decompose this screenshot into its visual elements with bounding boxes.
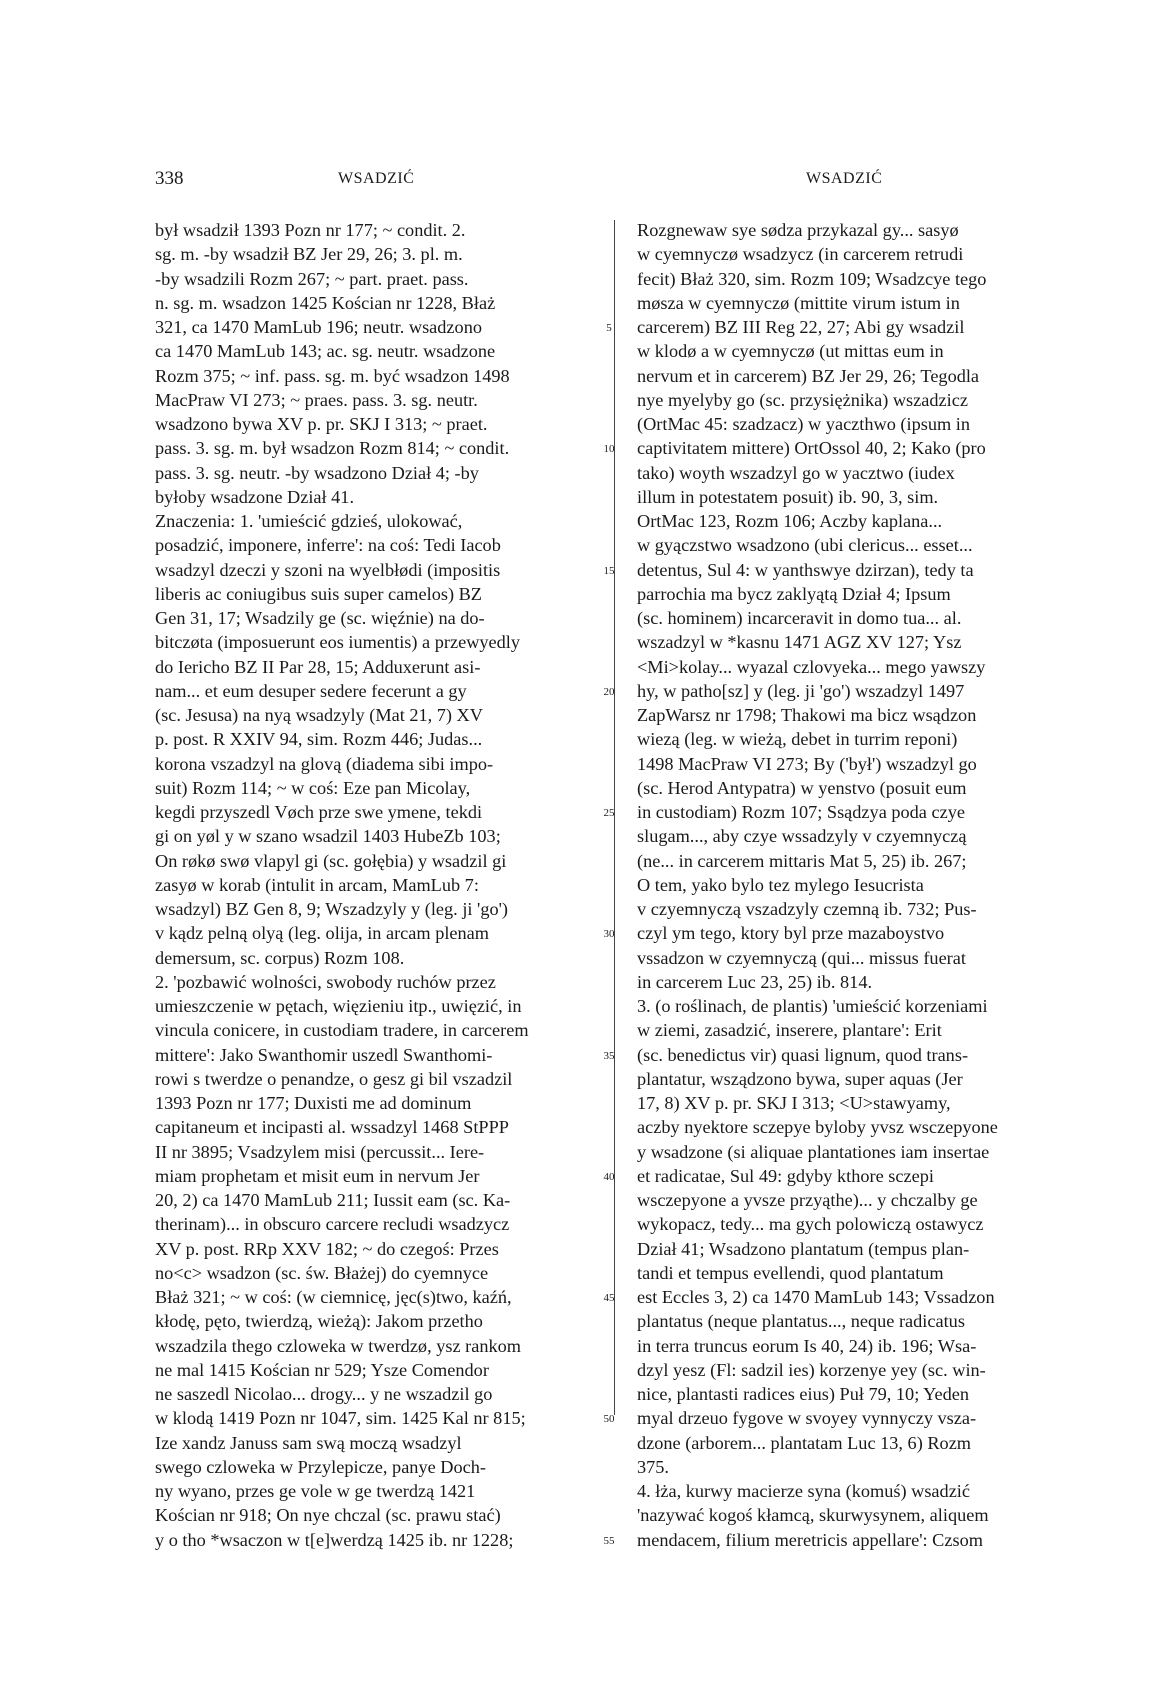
text-line: Ize xandz Januss sam swą moczą wsadzyl [155,1432,462,1453]
text-line: slugam..., aby czye wssadzyly v czyemnyczą [637,826,967,847]
text-line: <Mi>kolay... wyazal czlovyeka... mego yawszy [637,656,986,677]
text-line: nice, plantasti radices eius) Puł 79, 10; Yeden [637,1384,970,1404]
text-line: est Eccles 3, 2) ca 1470 MamLub 143; Vssadzon [637,1287,995,1307]
text-line: rowi s twerdze o penandze, o gesz gi bil vszadzil [155,1068,513,1089]
text-line: mittere': Jako Swanthomir uszedl Swanthomi- [155,1044,493,1065]
text-line: ne mal 1415 Kościan nr 529; Ysze Comendor [155,1359,489,1380]
text-line: w klodø a w cyemnyczø (ut mittas eum in [637,341,944,362]
line-number: 35 [603,1049,615,1062]
text-line: w gyączstwo wsadzono (ubi clericus... esset... [637,535,973,556]
text-line: Znaczenia: 1. 'umieścić gdzieś, ulokować, [155,511,463,531]
right-text-column [637,218,1092,1552]
text-line: swego czloweka w Przylepicze, panye Doch- [155,1456,486,1477]
text-line: (sc. hominem) incarceravit in domo tua... al. [637,608,962,628]
line-number: 45 [603,1292,615,1304]
text-line: illum in potestatem posuit) ib. 90, 3, sim. [637,486,939,507]
text-line: v czyemnyczą vszadzyly czemną ib. 732; Pus- [637,899,977,919]
line-number: 20 [603,685,615,698]
text-line: OrtMac 123, Rozm 106; Aczby kaplana... [637,511,943,531]
text-line: posadzić, imponere, inferre': na coś: Tedi Iacob [155,535,501,556]
text-line: plantatus (neque plantatus..., neque radicatus [637,1311,965,1332]
text-line: suit) Rozm 114; ~ w coś: Eze pan Micolay, [155,777,471,798]
text-line: nye myelyby go (sc. przysiężnika) wszadzicz [637,389,968,410]
running-head-right: WSADZIĆ [806,170,883,187]
text-line: (sc. Jesusa) na nyą wsadzyly (Mat 21, 7) XV [155,705,483,725]
text-line: pass. 3. sg. neutr. -by wsadzono Dział 4; -by [155,462,479,483]
text-line: y o tho *wsaczon w t[e]werdzą 1425 ib. nr 1228; [155,1529,514,1550]
text-line: møsza w cyemnyczø (mittite virum istum in [637,292,960,313]
text-line: miam prophetam et misit eum in nervum Jer [155,1165,480,1186]
text-line: p. post. R XXIV 94, sim. Rozm 446; Judas... [155,729,483,750]
text-line: liberis ac coniugibus suis super camelos) BZ [155,583,482,604]
text-line: vincula conicere, in custodiam tradere, in carcerem [155,1020,529,1041]
text-line: kegdi przyszedl Vøch prze swe ymene, tekdi [155,802,483,822]
text-line: Gen 31, 17; Wsadzily ge (sc. więźnie) na do- [155,608,485,628]
text-line: fecit) Błaż 320, sim. Rozm 109; Wsadzcye tego [637,268,987,289]
text-line: ZapWarsz nr 1798; Thakowi ma bicz wsądzon [637,705,977,725]
text-line: Rozm 375; ~ inf. pass. sg. m. być wsadzon 1498 [155,365,510,386]
text-line: dzone (arborem... plantatam Luc 13, 6) Rozm [637,1432,972,1453]
text-line: był wsadził 1393 Pozn nr 177; ~ condit. 2. [155,220,466,240]
text-line: Błaż 321; ~ w coś: (w ciemnicę, jęc(s)two, kaźń, [155,1287,512,1307]
running-head-left: WSADZIĆ [338,170,415,187]
text-line: Rozgnewaw sye sødza przykazal gy... sasyø [637,220,959,240]
text-line: -by wsadzili Rozm 267; ~ part. praet. pass. [155,268,469,289]
text-line: (sc. benedictus vir) quasi lignum, quod trans- [637,1044,969,1065]
text-line: ca 1470 MamLub 143; ac. sg. neutr. wsadzone [155,341,496,362]
text-line: ne saszedl Nicolao... drogy... y ne wszadzil go [155,1384,493,1404]
text-line: nam... et eum desuper sedere fecerunt a gy [155,680,467,701]
text-line: hy, w patho[sz] y (leg. ji 'go') wszadzyl 1497 [637,680,965,701]
text-line: n. sg. m. wsadzon 1425 Kościan nr 1228, Błaż [155,292,496,313]
text-line: On røkø swø vlapyl gi (sc. gołębia) y wsadzil gi [155,850,507,871]
text-line: (OrtMac 45: szadzacz) w yaczthwo (ipsum in [637,414,970,434]
text-line: carcerem) BZ III Reg 22, 27; Abi gy wsadzil [637,317,965,337]
text-line: w ziemi, zasadzić, inserere, plantare': Erit [637,1020,942,1041]
text-line: Kościan nr 918; On nye chczal (sc. prawu stać) [155,1505,501,1526]
text-line: wsczepyone a yvsze przyąthe)... y chczalby ge [637,1190,978,1210]
text-line: wszadzyl w *kasnu 1471 AGZ XV 127; Ysz [637,632,962,653]
text-line: umieszczenie w pętach, więzieniu itp., uwięzić, in [155,996,522,1016]
text-line: in terra truncus eorum Is 40, 24) ib. 196; Wsa- [637,1335,977,1356]
text-line: 3. (o roślinach, de plantis) 'umieścić korzeniami [637,996,988,1016]
line-number: 40 [603,1170,615,1183]
text-line: O tem, yako bylo tez mylego Iesucrista [637,874,924,895]
text-line: et radicatae, Sul 49: gdyby kthore sczepi [637,1165,934,1186]
page-number: 338 [155,168,184,189]
text-line: (sc. Herod Antypatra) w yenstvo (posuit eum [637,777,967,798]
text-line: kłodę, pęto, twierdzą, wieżą): Jakom przetho [155,1311,483,1332]
line-number: 5 [606,322,612,334]
text-line: 375. [637,1456,669,1477]
text-line: wykopacz, tedy... ma gych polowiczą ostawycz [637,1214,984,1235]
text-line: 4. łża, kurwy macierze syna (komuś) wsadzić [637,1481,970,1501]
text-line: captivitatem mittere) OrtOssol 40, 2; Kako (pro [637,438,986,459]
line-number: 15 [603,564,615,577]
text-line: pass. 3. sg. m. był wsadzon Rozm 814; ~ condit. [155,438,510,459]
text-line: w cyemnyczø wsadzycz (in carcerem retrudi [637,244,964,265]
text-line: tako) woyth wszadzyl go w yacztwo (iudex [637,462,955,483]
text-line: XV p. post. RRp XXV 182; ~ do czegoś: Przes [155,1238,499,1259]
text-line: 20, 2) ca 1470 MamLub 211; Iussit eam (sc. Ka- [155,1190,511,1210]
line-number: 55 [603,1534,615,1547]
text-line: dzyl yesz (Fl: sadzil ies) korzenye yey (sc. win- [637,1359,986,1380]
text-line: nervum et in carcerem) BZ Jer 29, 26; Tegodla [637,365,980,386]
text-line: byłoby wsadzone Dział 41. [155,486,355,507]
text-line: wsadzyl) BZ Gen 8, 9; Wszadzyly y (leg. ji 'go') [155,899,509,919]
text-line: detentus, Sul 4: w yanthswye dzirzan), tedy ta [637,559,974,580]
text-line: no<c> wsadzon (sc. św. Błażej) do cyemnyce [155,1262,489,1283]
text-line: plantatur, wsządzono bywa, super aquas (Jer [637,1068,963,1089]
text-line: w klodą 1419 Pozn nr 1047, sim. 1425 Kal nr 815; [155,1408,526,1429]
text-line: 1498 MacPraw VI 273; By ('był') wszadzyl go [637,753,977,774]
text-line: do Iericho BZ II Par 28, 15; Adduxerunt asi- [155,656,481,677]
text-line: demersum, sc. corpus) Rozm 108. [155,947,405,968]
text-line: myal drzeuo fygove w svoyey vynnyczy vsza- [637,1408,977,1429]
text-line: 1393 Pozn nr 177; Duxisti me ad dominum [155,1093,472,1113]
line-number: 10 [603,443,615,456]
text-line: y wsadzone (si aliquae plantationes iam insertae [637,1141,990,1162]
text-line: wsadzono bywa XV p. pr. SKJ I 313; ~ praet. [155,414,488,434]
line-number: 50 [603,1413,615,1426]
text-line: in carcerem Luc 23, 25) ib. 814. [637,971,873,992]
text-line: v kądz pelną olyą (leg. olija, in arcam plenam [155,923,490,944]
text-line: capitaneum et incipasti al. wssadzyl 1468 StPPP [155,1117,509,1138]
text-line: mendacem, filium meretricis appellare': Czsom [637,1529,983,1550]
text-line: gi on yøl y w szano wsadzil 1403 HubeZb 103; [155,826,501,847]
text-line: 17, 8) XV p. pr. SKJ I 313; <U>stawyamy, [637,1093,951,1113]
line-number: 30 [603,928,615,941]
line-number: 25 [603,807,615,819]
text-line: 'nazywać kogoś kłamcą, skurwysynem, aliquem [637,1505,989,1526]
text-line: aczby nyektore sczepye byloby yvsz wsczepyone [637,1117,998,1138]
text-line: (ne... in carcerem mittaris Mat 5, 25) ib. 267; [637,850,967,871]
text-line: II nr 3895; Vsadzylem misi (percussit... Iere- [155,1141,485,1162]
text-line: korona vszadzyl na glovą (diadema sibi impo- [155,753,494,774]
text-line: wiezą (leg. w wieżą, debet in turrim reponi) [637,729,958,750]
text-line: in custodiam) Rozm 107; Ssądzya poda czye [637,802,965,822]
text-line: czyl ym tego, ktory byl prze mazaboystvo [637,923,945,944]
text-line: tandi et tempus evellendi, quod plantatum [637,1262,944,1283]
text-line: therinam)... in obscuro carcere recludi wsadzycz [155,1214,510,1235]
text-line: wszadzila thego czloweka w twerdzø, ysz rankom [155,1335,521,1356]
text-line: sg. m. -by wsadził BZ Jer 29, 26; 3. pl. m. [155,244,463,265]
text-line: zasyø w korab (intulit in arcam, MamLub 7: [155,874,479,895]
left-text-column [155,218,610,1552]
text-line: Dział 41; Wsadzono plantatum (tempus plan- [637,1238,970,1259]
text-line: MacPraw VI 273; ~ praes. pass. 3. sg. neutr. [155,389,478,410]
text-line: parrochia ma bycz zaklyątą Dział 4; Ipsum [637,583,951,604]
text-line: 2. 'pozbawić wolności, swobody ruchów przez [155,971,496,992]
text-line: vssadzon w czyemnyczą (qui... missus fuerat [637,947,966,968]
text-line: bitczøta (imposuerunt eos iumentis) a przewyedly [155,632,521,653]
text-line: ny wyano, przes ge vole w ge twerdzą 1421 [155,1481,476,1501]
text-line: 321, ca 1470 MamLub 196; neutr. wsadzono [155,317,482,337]
text-line: wsadzyl dzeczi y szoni na wyelbłødi (impositis [155,559,501,580]
